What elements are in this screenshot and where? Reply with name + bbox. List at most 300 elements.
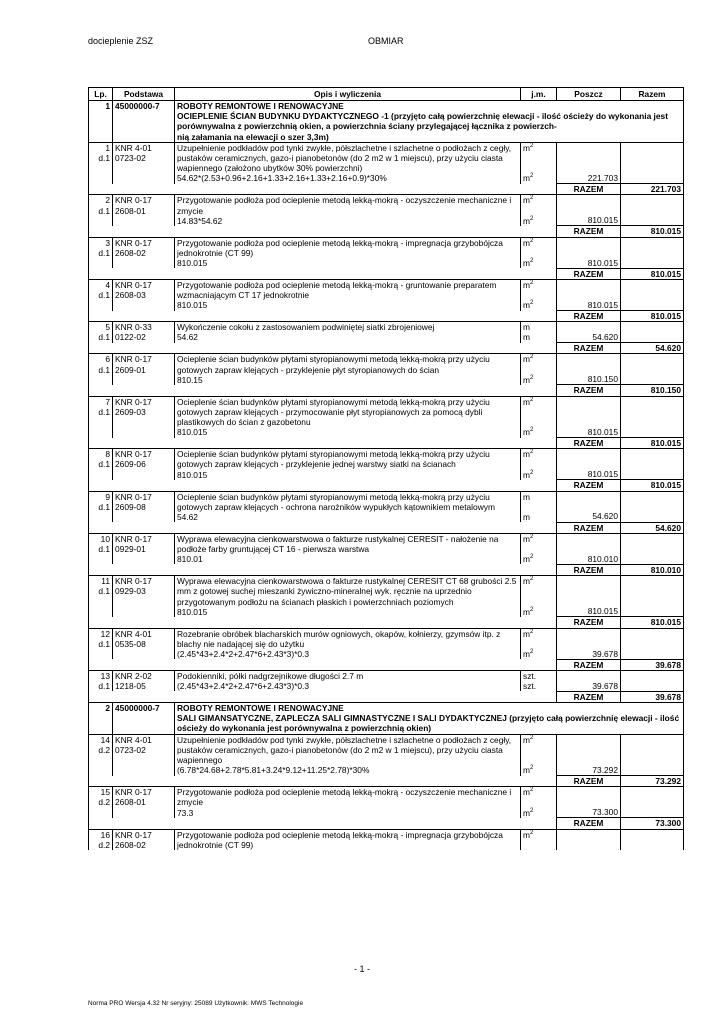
position-poszcz: [557, 354, 621, 385]
col-opis: Opis i wyliczenia: [175, 88, 521, 101]
sum-label: RAZEM: [557, 818, 621, 829]
unit-text: m: [523, 332, 530, 343]
position-lp: 3 d.1: [89, 237, 113, 268]
poszcz-value: 810.015: [587, 606, 618, 617]
position-row: [89, 142, 684, 183]
poszcz-value: 810.010: [587, 553, 618, 564]
table-body: [89, 101, 684, 850]
position-basis: KNR 0-17 2609-06: [113, 449, 175, 480]
unit-exponent: 2: [529, 237, 534, 244]
formula-text: 54.62: [177, 332, 198, 343]
position-basis: KNR 0-17 2608-02: [113, 829, 175, 850]
unit-exponent: 2: [529, 469, 534, 476]
sum-row: [89, 617, 684, 628]
unit-label: [523, 534, 554, 544]
unit-text: m: [523, 649, 530, 660]
sum-blank: [89, 617, 557, 628]
unit-text: m: [523, 491, 530, 502]
unit-label-bottom: [523, 512, 530, 522]
unit-label: [523, 354, 554, 364]
unit-label-bottom: [523, 300, 533, 310]
position-row: [89, 354, 684, 385]
sum-value: 810.015: [621, 480, 684, 491]
unit-text: m: [523, 628, 530, 639]
sum-row: [89, 776, 684, 787]
position-razem-empty: [621, 195, 684, 226]
unit-label: [523, 671, 554, 681]
unit-label: [523, 787, 554, 797]
position-lp: 6 d.1: [89, 354, 113, 385]
group-lp: 2: [89, 703, 113, 735]
unit-text: m: [523, 554, 530, 565]
position-lp: 12 d.1: [89, 628, 113, 659]
sum-row: [89, 343, 684, 354]
unit-exponent: 2: [529, 734, 534, 741]
position-row: [89, 491, 684, 522]
poszcz-value: 810.015: [587, 257, 618, 268]
unit-exponent: 2: [529, 554, 534, 561]
unit-label-bottom: [523, 375, 533, 385]
position-unit: [521, 449, 557, 480]
position-description: [175, 734, 521, 775]
description-text: Wykończenie cokołu z zastosowaniem podwiniętej siatki zbrojeniowej: [177, 322, 435, 333]
unit-label-bottom: [523, 173, 533, 183]
position-basis: KNR 0-17 0929-03: [113, 576, 175, 617]
unit-label-bottom: [523, 808, 533, 818]
unit-label: [523, 322, 554, 332]
sum-label: RAZEM: [557, 691, 621, 702]
sum-label: RAZEM: [557, 311, 621, 322]
position-lp: 8 d.1: [89, 449, 113, 480]
position-description: [175, 670, 521, 691]
sum-blank: [89, 818, 557, 829]
description-text: Przygotowanie podłoża pod ocieplenie metodą lekką-mokrą - gruntowanie preparatem wzmacniającym CT 17 jednokrotnie: [177, 279, 497, 301]
position-razem-empty: [621, 237, 684, 268]
position-lp: 7 d.1: [89, 396, 113, 437]
section-title: OBMIAR: [368, 36, 404, 46]
sum-value: 73.300: [621, 818, 684, 829]
position-lp: 5 d.1: [89, 322, 113, 343]
unit-label: [523, 143, 554, 153]
sum-label: RAZEM: [557, 776, 621, 787]
col-jm: j.m.: [521, 88, 557, 101]
unit-exponent: 2: [529, 649, 534, 656]
unit-exponent: 2: [529, 300, 534, 307]
group-code: 45000000-7: [113, 703, 175, 735]
page-number: - 1 -: [353, 964, 370, 974]
sum-row: [89, 226, 684, 237]
unit-exponent: 2: [529, 258, 534, 265]
position-basis: KNR 0-17 2608-01: [113, 787, 175, 818]
position-lp: 10 d.1: [89, 533, 113, 564]
position-lp: 16 d.2: [89, 829, 113, 850]
position-poszcz: [557, 576, 621, 617]
sum-blank: [89, 480, 557, 491]
position-lp: 1 d.1: [89, 142, 113, 183]
unit-exponent: 2: [529, 534, 534, 541]
description-text: Ocieplenie ścian budynków płytami styropianowymi metodą lekką-mokrą przy użyciu gotowych zapraw klejących - ochrona narożników wypukłych kątownikiem metalowym: [177, 491, 495, 512]
sum-label: RAZEM: [557, 184, 621, 195]
position-basis: KNR 0-17 2609-01: [113, 354, 175, 385]
sum-row: [89, 268, 684, 279]
sum-value: 221.703: [621, 184, 684, 195]
position-lp: 4 d.1: [89, 279, 113, 310]
poszcz-value: 54.620: [592, 331, 618, 342]
unit-text: m: [523, 258, 530, 269]
formula-text: 810.015: [177, 606, 208, 617]
unit-text: m: [523, 195, 530, 206]
unit-exponent: 2: [529, 787, 534, 794]
sum-label: RAZEM: [557, 385, 621, 396]
unit-text: m: [523, 427, 530, 438]
unit-text: szt.: [523, 670, 537, 681]
unit-exponent: 2: [529, 195, 534, 202]
position-unit: [521, 142, 557, 183]
unit-label-bottom: [523, 427, 533, 437]
col-razem: Razem: [621, 88, 684, 101]
poszcz-value: 810.015: [587, 426, 618, 437]
unit-text: m: [523, 354, 530, 365]
unit-label-bottom: [523, 765, 533, 775]
sum-blank: [89, 691, 557, 702]
sum-row: [89, 311, 684, 322]
position-poszcz: [557, 195, 621, 226]
poszcz-value: 73.300: [592, 807, 618, 818]
unit-exponent: 2: [529, 628, 534, 635]
sum-blank: [89, 522, 557, 533]
position-row: [89, 322, 684, 343]
unit-label: [523, 280, 554, 290]
sum-blank: [89, 184, 557, 195]
position-description: [175, 322, 521, 343]
unit-exponent: 2: [529, 280, 534, 287]
position-unit: [521, 322, 557, 343]
position-basis: KNR 0-17 2608-02: [113, 237, 175, 268]
position-basis: KNR 0-17 2608-03: [113, 279, 175, 310]
position-row: [89, 449, 684, 480]
position-poszcz: [557, 449, 621, 480]
position-row: [89, 396, 684, 437]
sum-blank: [89, 776, 557, 787]
sum-row: [89, 385, 684, 396]
sum-label: RAZEM: [557, 226, 621, 237]
sum-row: [89, 438, 684, 449]
position-unit: [521, 829, 557, 850]
sum-value: 810.015: [621, 268, 684, 279]
position-basis: KNR 0-17 2609-03: [113, 396, 175, 437]
position-basis: KNR 4-01 0723-02: [113, 142, 175, 183]
group-title: ROBOTY REMONTOWE I RENOWACYJNE OCIEPLENIE ŚCIAN BUDYNKU DYDAKTYCZNEGO -1 (przyjęto całą powierzchnię elewacji - ilość ościeży do wykonania jest porównywalna z powierzchnią okien, a powierzchnia ściany przylegającej łącznika z powierzch- nią załamania na elewacji o szer 3,3m): [175, 101, 684, 143]
position-unit: [521, 237, 557, 268]
position-razem-empty: [621, 322, 684, 343]
position-poszcz: [557, 628, 621, 659]
unit-text: m: [523, 322, 530, 333]
sum-blank: [89, 438, 557, 449]
unit-label-bottom: [523, 554, 533, 564]
formula-text: 73.3: [177, 807, 194, 818]
unit-exponent: 2: [529, 374, 534, 381]
position-lp: 15 d.2: [89, 787, 113, 818]
sum-label: RAZEM: [557, 480, 621, 491]
poszcz-value: 221.703: [587, 172, 618, 183]
formula-text: 54.62: [177, 511, 198, 522]
sum-row: [89, 659, 684, 670]
position-unit: [521, 396, 557, 437]
position-row: [89, 576, 684, 617]
sum-blank: [89, 311, 557, 322]
position-description: [175, 142, 521, 183]
description-text: Przygotowanie podłoża pod ocieplenie metodą lekką-mokrą - impregnacja grzybobójcza jednokrotnie (CT 99): [177, 237, 503, 258]
position-poszcz: [557, 787, 621, 818]
position-description: [175, 576, 521, 617]
sum-blank: [89, 659, 557, 670]
description-text: Uzupełnienie podkładów pod tynki zwykłe, półszlachetne i szlachetne o podłożach z cegły, pustaków ceramicznych, gazo-i pianobetonów (do 2 m2 w 1 miejscu), przy użyciu ciasta wapiennego: [177, 734, 512, 766]
unit-label-bottom: [523, 332, 530, 342]
poszcz-value: 810.150: [587, 374, 618, 385]
sum-value: 54.620: [621, 343, 684, 354]
unit-label-bottom: [523, 470, 533, 480]
position-poszcz: [557, 396, 621, 437]
sum-value: 810.150: [621, 385, 684, 396]
position-description: [175, 237, 521, 268]
position-poszcz: [557, 142, 621, 183]
col-lp: Lp.: [89, 88, 113, 101]
col-poszcz: Poszcz: [557, 88, 621, 101]
position-row: [89, 237, 684, 268]
sum-blank: [89, 343, 557, 354]
position-description: [175, 279, 521, 310]
group-code: 45000000-7: [113, 101, 175, 143]
position-basis: KNR 0-17 2609-08: [113, 491, 175, 522]
sum-value: 810.015: [621, 311, 684, 322]
unit-exponent: 2: [529, 143, 534, 150]
unit-text: m: [523, 396, 530, 407]
poszcz-value: 810.015: [587, 469, 618, 480]
unit-exponent: 2: [529, 396, 534, 403]
poszcz-value: 54.620: [592, 511, 618, 522]
sum-label: RAZEM: [557, 564, 621, 575]
unit-text: m: [523, 606, 530, 617]
sum-label: RAZEM: [557, 438, 621, 449]
formula-text: 810.01: [177, 554, 203, 565]
unit-text: m: [523, 374, 530, 385]
formula-text: 810.015: [177, 469, 208, 480]
sum-row: [89, 691, 684, 702]
position-basis: KNR 0-33 0122-02: [113, 322, 175, 343]
position-lp: 9 d.1: [89, 491, 113, 522]
position-row: [89, 533, 684, 564]
unit-exponent: 2: [529, 354, 534, 361]
sum-label: RAZEM: [557, 659, 621, 670]
sum-row: [89, 184, 684, 195]
unit-text: m: [523, 829, 530, 840]
position-row: [89, 787, 684, 818]
position-razem-empty: [621, 354, 684, 385]
formula-text: 810.015: [177, 258, 208, 269]
unit-text: m: [523, 765, 530, 776]
position-poszcz: [557, 734, 621, 775]
position-description: [175, 829, 521, 850]
unit-exponent: 2: [529, 829, 534, 836]
sum-blank: [89, 385, 557, 396]
sum-value: 39.678: [621, 691, 684, 702]
position-razem-empty: [621, 533, 684, 564]
unit-text: m: [523, 279, 530, 290]
sum-value: 810.015: [621, 617, 684, 628]
position-poszcz: [557, 279, 621, 310]
poszcz-value: 39.678: [592, 680, 618, 691]
position-razem-empty: [621, 491, 684, 522]
position-lp: 2 d.1: [89, 195, 113, 226]
position-basis: KNR 4-01 0723-02: [113, 734, 175, 775]
sum-row: [89, 818, 684, 829]
unit-text: m: [523, 511, 530, 522]
position-description: [175, 396, 521, 437]
position-lp: 14 d.2: [89, 734, 113, 775]
unit-exponent: 2: [529, 807, 534, 814]
position-poszcz: [557, 829, 621, 850]
sum-value: 73.292: [621, 776, 684, 787]
sum-value: 810.015: [621, 438, 684, 449]
document-title: docieplenie ZSZ: [88, 36, 154, 46]
unit-text: m: [523, 734, 530, 745]
position-description: [175, 354, 521, 385]
unit-exponent: 2: [529, 173, 534, 180]
unit-text: szt.: [523, 681, 537, 692]
sum-row: [89, 564, 684, 575]
position-basis: KNR 0-17 2608-01: [113, 195, 175, 226]
position-basis: KNR 4-01 0535-08: [113, 628, 175, 659]
position-unit: [521, 734, 557, 775]
sum-label: RAZEM: [557, 522, 621, 533]
sum-row: [89, 480, 684, 491]
group-title: ROBOTY REMONTOWE I RENOWACYJNE SALI GIMANSATYCZNE, ZAPLECZA SALI GIMNASTYCZNE I SALI DYDAKTYCZNEJ (przyjęto całą powierzchnię elewacji - ilość ościeży do wykonania jest porównywalna z powierzchnią okien): [175, 703, 684, 735]
formula-text: 14.83*54.62: [177, 215, 223, 226]
group-row: [89, 703, 684, 735]
unit-label: [523, 397, 554, 407]
position-unit: [521, 576, 557, 617]
position-unit: [521, 670, 557, 691]
position-poszcz: [557, 237, 621, 268]
position-row: [89, 670, 684, 691]
unit-exponent: 2: [529, 576, 534, 583]
position-description: [175, 533, 521, 564]
unit-text: m: [523, 469, 530, 480]
unit-text: m: [523, 807, 530, 818]
position-description: [175, 449, 521, 480]
formula-text: 810.015: [177, 300, 208, 311]
formula-text: 810.015: [177, 427, 208, 438]
unit-text: m: [523, 142, 530, 153]
position-unit: [521, 628, 557, 659]
position-razem-empty: [621, 279, 684, 310]
position-row: [89, 628, 684, 659]
position-lp: 11 d.1: [89, 576, 113, 617]
sum-value: 54.620: [621, 522, 684, 533]
sum-value: 810.015: [621, 226, 684, 237]
unit-text: m: [523, 533, 530, 544]
position-unit: [521, 787, 557, 818]
position-razem-empty: [621, 829, 684, 850]
description-text: Przygotowanie podłoża pod ocieplenie metodą lekką-mokrą - oczyszczenie mechaniczne i zmycie: [177, 787, 512, 808]
formula-text: (2.45*43+2.4*2+2.47*6+2.43*3)*0.3: [177, 681, 310, 692]
position-description: [175, 628, 521, 659]
unit-label-bottom: [523, 258, 533, 268]
unit-exponent: 2: [529, 449, 534, 456]
position-unit: [521, 491, 557, 522]
poszcz-value: 810.015: [587, 299, 618, 310]
unit-text: m: [523, 300, 530, 311]
description-text: Ocieplenie ścian budynków płytami styropianowymi metodą lekką-mokrą przy użyciu gotowych zapraw klejących - przyklejenie płyt styropianowych do ścian: [177, 354, 490, 375]
sum-blank: [89, 564, 557, 575]
poszcz-value: 810.015: [587, 215, 618, 226]
description-text: Ocieplenie ścian budynków płytami styropianowymi metodą lekką-mokrą przy użyciu gotowych zapraw klejących - przyklejenie jednej warstwy siatki na ścianach: [177, 449, 490, 470]
sum-blank: [89, 226, 557, 237]
unit-text: m: [523, 237, 530, 248]
position-poszcz: [557, 533, 621, 564]
description-text: Ocieplenie ścian budynków płytami styropianowymi metodą lekką-mokrą przy użyciu gotowych zapraw klejących - przymocowanie płyt styropianowych za pomocą dybli plastikowych do ścian z gazobetonu: [177, 396, 490, 428]
description-text: Rozebranie obróbek blacharskich murów ogniowych, okapów, kołnierzy, gzymsów itp. z blachy nie nadającej się do użytku: [177, 628, 501, 649]
footer-note: Norma PRO Wersja 4.32 Nr seryjny: 25089 Użytkownik: MWS Technologie: [88, 1000, 304, 1007]
position-unit: [521, 533, 557, 564]
sum-blank: [89, 268, 557, 279]
position-razem-empty: [621, 628, 684, 659]
unit-label-bottom: [523, 649, 533, 659]
sum-row: [89, 522, 684, 533]
position-razem-empty: [621, 787, 684, 818]
formula-text: 54.62*(2.53+0.96+2.16+1.33+2.16+1.33+2.16+0.9)*30%: [177, 173, 387, 184]
unit-text: m: [523, 173, 530, 184]
group-row: [89, 101, 684, 143]
unit-text: m: [523, 576, 530, 587]
group-lp: 1: [89, 101, 113, 143]
sum-value: 810.010: [621, 564, 684, 575]
unit-label-bottom: [523, 607, 533, 617]
position-basis: KNR 0-17 0929-01: [113, 533, 175, 564]
description-text: Wyprawa elewacyjna cienkowarstwowa o fakturze rustykalnej CERESIT - nałożenie na podłoże farby gruntującej CT 16 - pierwsza warstwa: [177, 533, 499, 555]
unit-text: m: [523, 787, 530, 798]
position-razem-empty: [621, 734, 684, 775]
sum-label: RAZEM: [557, 343, 621, 354]
sum-value: 39.678: [621, 659, 684, 670]
position-poszcz: [557, 322, 621, 343]
position-row: [89, 829, 684, 850]
position-unit: [521, 279, 557, 310]
unit-label: [523, 629, 554, 639]
position-row: [89, 279, 684, 310]
position-razem-empty: [621, 396, 684, 437]
position-razem-empty: [621, 576, 684, 617]
unit-label: [523, 830, 554, 840]
unit-label-bottom: [523, 216, 533, 226]
unit-text: m: [523, 215, 530, 226]
measurement-table: [88, 87, 684, 850]
formula-text: (6.78*24.68+2.78*5.81+3.24*9.12+11.25*2.78)*30%: [177, 765, 370, 776]
unit-label-bottom: [523, 681, 536, 691]
unit-label: [523, 492, 554, 502]
sum-label: RAZEM: [557, 268, 621, 279]
poszcz-value: 73.292: [592, 764, 618, 775]
description-text: Przygotowanie podłoża pod ocieplenie metodą lekką-mokrą - impregnacja grzybobójcza jednokrotnie (CT 99): [177, 829, 503, 850]
col-podstawa: Podstawa: [113, 88, 175, 101]
position-poszcz: [557, 670, 621, 691]
unit-label: [523, 449, 554, 459]
position-unit: [521, 195, 557, 226]
formula-text: 810.15: [177, 374, 203, 385]
position-row: [89, 734, 684, 775]
unit-text: m: [523, 449, 530, 460]
position-razem-empty: [621, 449, 684, 480]
